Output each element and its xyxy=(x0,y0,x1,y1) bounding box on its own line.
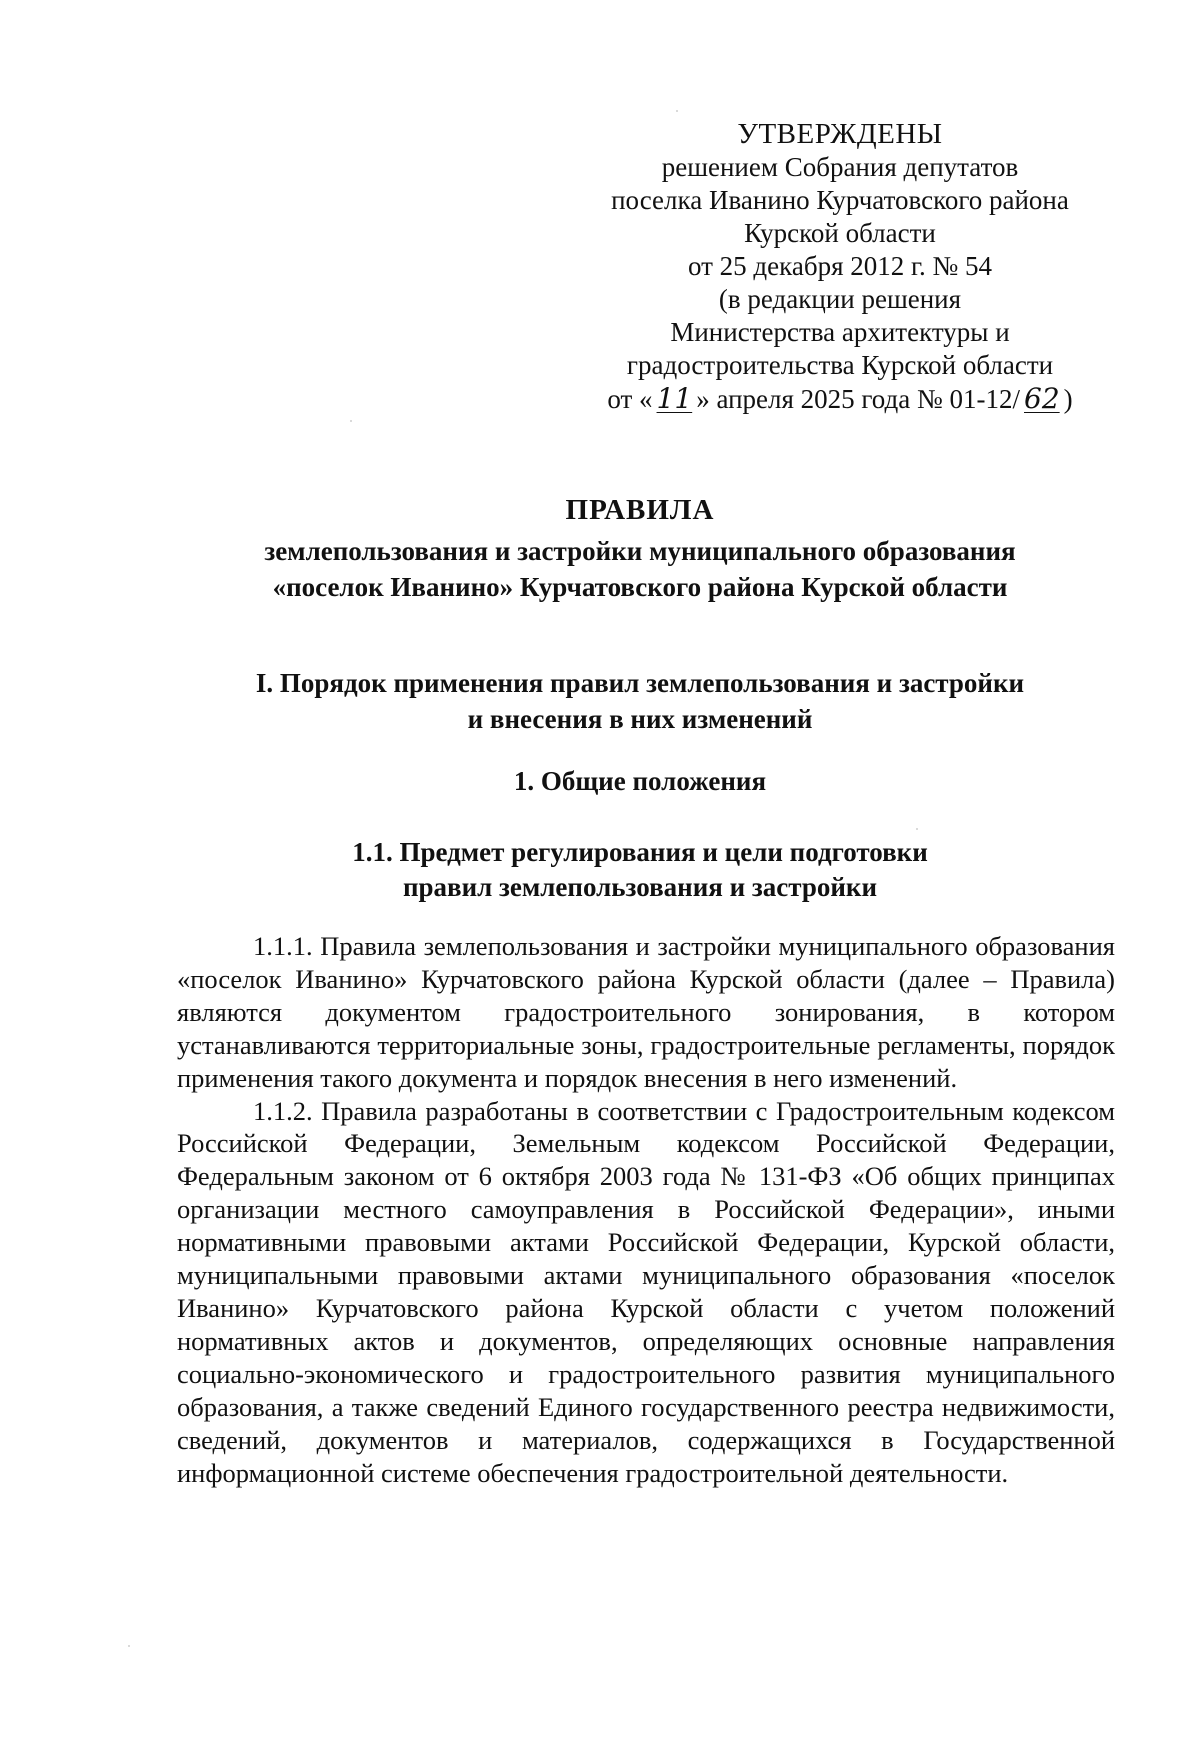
document-subtitle-line: землепользования и застройки муниципального образования xyxy=(264,536,1016,566)
approval-date-suffix: ) xyxy=(1063,384,1073,414)
document-subtitle xyxy=(120,533,1160,605)
subsubsection-heading xyxy=(120,835,1160,905)
body-text xyxy=(177,930,1115,1489)
subsection-heading: 1. Общие положения xyxy=(513,766,767,796)
document-subtitle-line: «поселок Иванино» Курчатовского района Курской области xyxy=(272,572,1008,602)
subsubsection-heading-line: правил землепользования и застройки xyxy=(402,872,878,902)
scan-speck xyxy=(128,1645,130,1647)
scan-speck xyxy=(916,828,918,830)
approval-line: градостроительства Курской области xyxy=(626,350,1054,380)
paragraph: 1.1.1. Правила землепользования и застройки муниципального образования «поселок Иванино» Курчатовского района Курской области (далее – Правила) являются документом градостроительного зонирования, в котором устанавливаются территориальные зоны, градостроительные регламенты, порядок применения такого документа и порядок внесения в него изменений. xyxy=(177,931,1115,1093)
paragraph: 1.1.2. Правила разработаны в соответствии с Градостроительным кодексом Российской Федерации, Земельным кодексом Российской Федерации, Федеральным законом от 6 октября 2003 года № 131-ФЗ «Об общих принципах организации местного самоуправления в Российской Федерации», иными нормативными правовыми актами Российской Федерации, Курской области, муниципальными правовыми актами муниципального образования «поселок Иванино» Курчатовского района Курской области с учетом положений нормативных актов и документов, определяющих основные направления социально-экономического и градостроительного развития муниципального образования, а также сведений Единого государственного реестра недвижимости, сведений, документов и материалов, содержащихся в Государственной информационной системе обеспечения градостроительной деятельности. xyxy=(177,1095,1115,1488)
approval-heading: УТВЕРЖДЕНЫ xyxy=(737,118,943,150)
approval-block xyxy=(560,118,1120,416)
section-heading xyxy=(120,665,1160,737)
approval-line: Курской области xyxy=(744,218,936,248)
document-title: ПРАВИЛА xyxy=(565,494,715,526)
section-heading-line: I. Порядок применения правил землепользования и застройки xyxy=(255,668,1025,698)
approval-line: Министерства архитектуры и xyxy=(670,317,1010,347)
subsubsection-heading-line: 1.1. Предмет регулирования и цели подготовки xyxy=(352,837,928,867)
section-heading-line: и внесения в них изменений xyxy=(467,704,813,734)
approval-date-middle: » апреля 2025 года № 01-12/ xyxy=(696,384,1020,414)
handwritten-day: 11 xyxy=(656,382,693,415)
approval-date-prefix: от « xyxy=(607,384,653,414)
scan-speck xyxy=(350,420,352,422)
scan-speck xyxy=(676,110,678,112)
approval-line: от 25 декабря 2012 г. № 54 xyxy=(687,251,993,281)
approval-line: (в редакции решения xyxy=(718,284,962,314)
approval-date-line xyxy=(560,382,1120,416)
handwritten-number: 62 xyxy=(1024,382,1060,415)
approval-line: решением Собрания депутатов xyxy=(661,152,1019,182)
approval-line: поселка Иванино Курчатовского района xyxy=(611,185,1069,215)
